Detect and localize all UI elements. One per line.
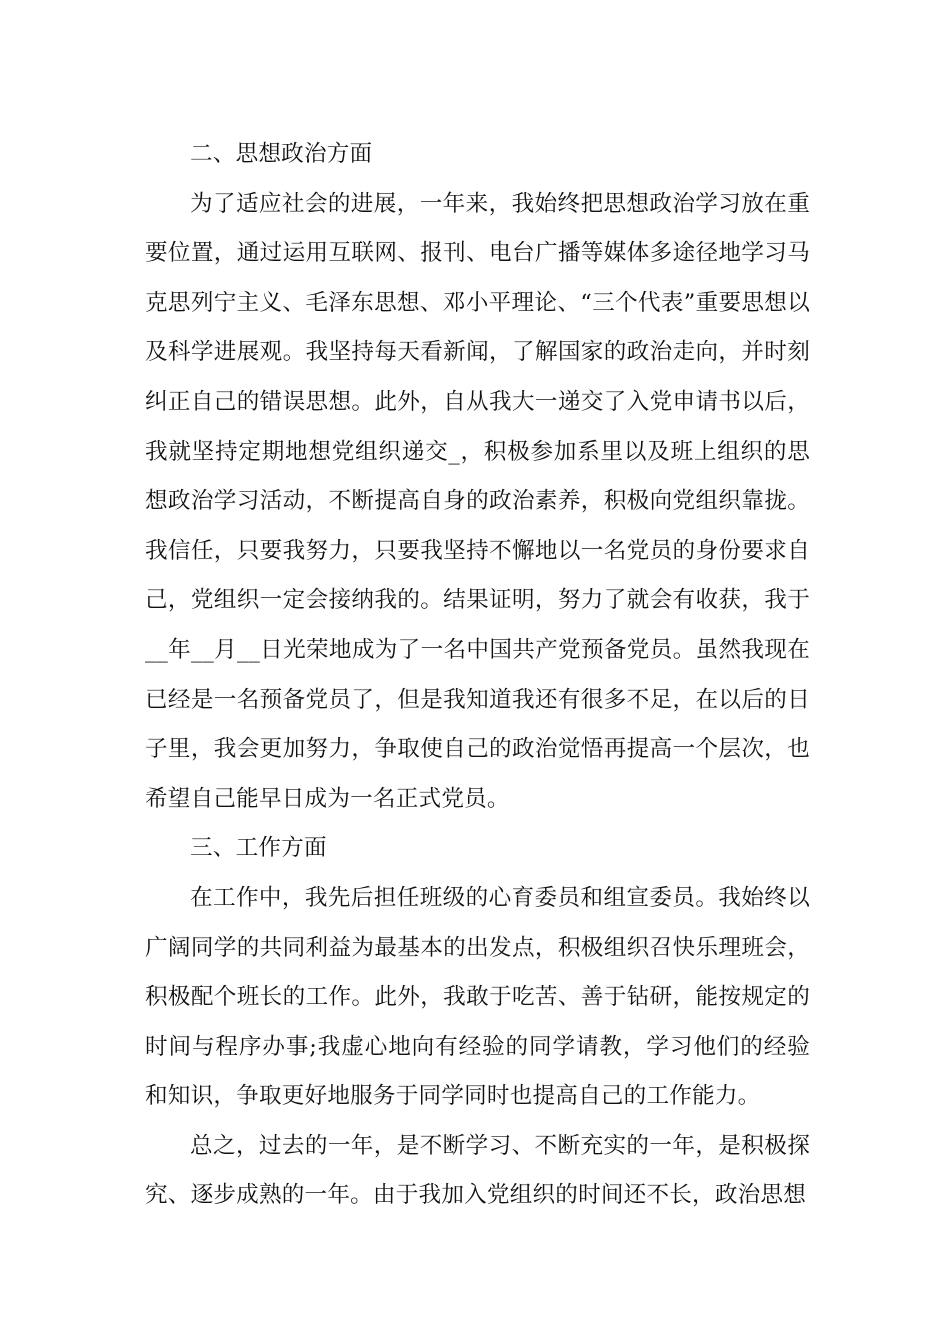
paragraph-summary: 总之，过去的一年，是不断学习、不断充实的一年，是积极探究、逐步成熟的一年。由于我加入党组织的时间还不长，政治思想 xyxy=(145,1132,810,1209)
paragraph-work: 在工作中，我先后担任班级的心育委员和组宣委员。我始终以广阔同学的共同利益为最基本的出发点，积极组织召快乐理班会，积极配个班长的工作。此外，我敢于吃苦、善于钻研，能按规定的时间与程序办事;我虚心地向有经验的同学请教，学习他们的经验和知识，争取更好地服务于同学同时也提高自己的工作能力。 xyxy=(145,884,810,1110)
paragraph-ideology: 为了适应社会的进展，一年来，我始终把思想政治学习放在重要位置，通过运用互联网、报刊、电台广播等媒体多途径地学习马克思列宁主义、毛泽东思想、邓小平理论、“三个代表”重要思想以及科学进展观。我坚持每天看新闻，了解国家的政治走向，并时刻纠正自己的错误思想。此外，自从我大一递交了入党申请书以后，我就坚持定期地想党组织递交_，积极参加系里以及班上组织的思想政治学习活动，不断提高自身的政治素养，积极向党组织靠拢。我信任，只要我努力，只要我坚持不懈地以一名党员的身份要求自己，党组织一定会接纳我的。结果证明，努力了就会有收获，我于__年__月__日光荣地成为了一名中国共产党预备党员。虽然我现在已经是一名预备党员了，但是我知道我还有很多不足，在以后的日子里，我会更加努力，争取使自己的政治觉悟再提高一个层次，也希望自己能早日成为一名正式党员。 xyxy=(145,190,810,812)
section-heading-work: 三、工作方面 xyxy=(190,835,327,862)
document-body xyxy=(145,130,810,1221)
section-heading-ideology: 二、思想政治方面 xyxy=(190,141,373,167)
